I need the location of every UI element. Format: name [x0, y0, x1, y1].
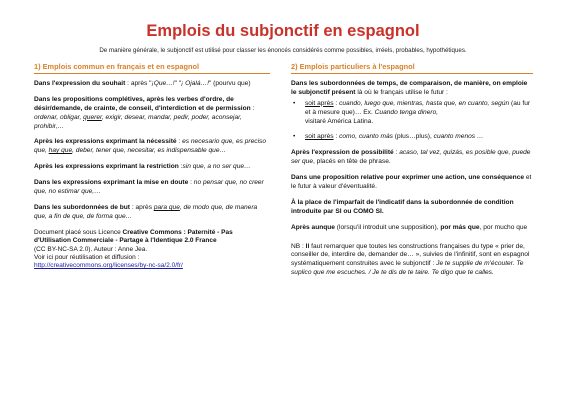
license-text: Document placé sous Licence — [34, 228, 123, 236]
rule-example: , deber, tener que, necesitar, es indispensable que… — [72, 147, 227, 155]
rule-title: Dans les subordonnées de but — [34, 203, 130, 211]
bullet-lead: soit après — [305, 99, 334, 107]
page-title: Emplois du subjonctif en espagnol — [146, 22, 420, 40]
rule-title: Après les expressions exprimant la restriction — [34, 163, 179, 171]
rule-title: Dans les propositions complétives, après les verbes d'ordre, de désir/demande, de crainte, de conseil, d'interdiction et de permission — [34, 95, 251, 112]
right-rule-relative — [291, 174, 533, 192]
bullet-sep: : — [333, 99, 340, 107]
license-line — [34, 229, 270, 246]
license-name: Creative Commons : Paternité - Pas d'Utilisation Commerciale - Partage à l'Identique 2.0 France — [34, 228, 233, 245]
left-rule-restriction — [34, 163, 270, 172]
nb-note — [291, 243, 533, 279]
bullet-item — [291, 133, 533, 142]
rule-title: À la place de l'imparfait de l'indicatif dans la subordonnée de condition introduite par SI ou COMO SI. — [291, 198, 514, 215]
rule-title: Dans les subordonnées de temps, de comparaison, de manière, on emploie le subjonctif présent — [291, 80, 528, 96]
right-rule-aunque — [291, 224, 533, 233]
right-rule-possibilite — [291, 149, 533, 167]
rule-text: et le futur à valeur d'éventualité. — [291, 174, 532, 191]
rule-title: Après les expressions exprimant la nécessité — [34, 138, 177, 146]
rule-example: sin que, a no ser que… — [182, 163, 251, 171]
rule-text: : — [250, 104, 255, 112]
left-column — [34, 62, 270, 271]
bullet-text — [305, 100, 533, 118]
bullet-example: Cuando tenga dinero, — [374, 108, 439, 116]
rule-text: : après " — [125, 80, 152, 87]
rule-text: : après — [130, 203, 154, 211]
bullet-example: cuanto menos … — [433, 133, 484, 141]
rule-text: " (pourvu que) — [208, 80, 251, 87]
page-subtitle: De manière générale, le subjonctif est utilisé pour classer les énoncés considérés comme possibles, irréels, probables, hypothétiques. — [99, 47, 467, 54]
bullet-lead: soit après — [305, 133, 334, 141]
rule-title: Dans une proposition relative pour exprimer une action, une conséquence — [291, 174, 525, 182]
rule-example: ¡ Ojalá…! — [181, 80, 209, 87]
rule-example: ¡Que…! — [151, 80, 175, 87]
bullet-example: como, cuanto más — [339, 133, 393, 141]
rule-text: : — [178, 163, 183, 171]
rule-text: : — [176, 138, 183, 146]
left-rule-souhait — [34, 80, 270, 89]
right-column — [291, 62, 533, 285]
rule-title: Dans l'expression du souhait — [34, 80, 126, 87]
rule-example: es necesario que, es preciso que, — [34, 138, 267, 155]
rule-example: , de modo que, de manera que, a fin de que, de forma que… — [34, 203, 258, 220]
bullet-continuation: visitaré América Latina. — [305, 117, 374, 125]
left-rule-but — [34, 204, 270, 222]
bullet-icon: • — [293, 133, 296, 141]
left-heading: 1) Emplois commun en français et en espagnol — [34, 62, 270, 74]
nb-bold: Il — [305, 242, 310, 250]
rule-text: : — [188, 179, 194, 187]
rule-text: , placés en tête de phrase. — [313, 158, 391, 166]
bullet-item — [291, 100, 533, 118]
rule-example: , exigir, desear, mandar, pedir, poder, aconsejar, prohibir,… — [34, 113, 242, 130]
right-rule-temps — [291, 80, 533, 98]
nb-text: faut remarquer que toutes les constructions françaises du type « prier de, conseiller de, interdire de, demander de… », suivies de l'infinitif, sont en espagnol systématiquement construites avec le subjonctif : — [291, 242, 530, 268]
rule-title: Dans les expressions exprimant la mise en doute — [34, 179, 189, 187]
license-line — [34, 262, 270, 270]
rule-text: là où le français utilise le futur : — [355, 88, 448, 96]
left-rule-completives — [34, 96, 270, 132]
left-rule-doute — [34, 179, 270, 197]
bullet-sep: : — [333, 133, 340, 141]
license-link[interactable]: http://creativecommons.org/licenses/by-nc-sa/2.0/fr/ — [34, 262, 183, 270]
nb-example: Je te supplie de m'écouter. Te suplico que me escuches. / Je te dis de te taire. Te digo que te calles. — [291, 260, 524, 277]
rule-title: por más que — [440, 223, 480, 231]
rule-text: " " — [174, 80, 182, 87]
rule-example: ordenar, obligar, — [34, 113, 84, 121]
nb-label: NB : — [291, 242, 306, 250]
rule-example-underlined: hay que — [48, 147, 73, 155]
right-heading: 2) Emplois particuliers à l'espagnol — [291, 62, 533, 74]
rule-text: : — [393, 149, 400, 157]
license-line: (CC BY-NC-SA 2.0). Auteur : Anne Jea. — [34, 245, 148, 253]
bullet-text — [305, 133, 533, 142]
license-block — [34, 229, 270, 271]
rule-example-underlined: para que — [153, 203, 180, 211]
bullet-note: (au fur et à mesure que)… Ex. — [305, 99, 531, 116]
bullet-example: cuando, luego que, mientras, hasta que, en cuanto, según — [339, 99, 510, 107]
rule-example: acaso, tal vez, quizás, es posible que, puede ser que — [291, 149, 531, 166]
bullet-icon: • — [293, 99, 296, 107]
bullet-note: (plus…plus), — [392, 133, 434, 141]
rule-text: , por mucho que — [479, 223, 528, 231]
rule-title: Après aunque — [291, 223, 335, 231]
rule-title: Après l'expression de possibilité — [291, 149, 394, 157]
rule-example-underlined: querer — [83, 113, 102, 121]
license-line: Voir ici pour réutilisation et diffusion : — [34, 254, 140, 261]
left-rule-necessite — [34, 138, 270, 156]
right-rule-condition — [291, 199, 533, 217]
rule-text: (lorsqu'il introduit une supposition), — [334, 223, 441, 231]
rule-example: no pensar que, no creer que, no estimar que,… — [34, 179, 264, 196]
